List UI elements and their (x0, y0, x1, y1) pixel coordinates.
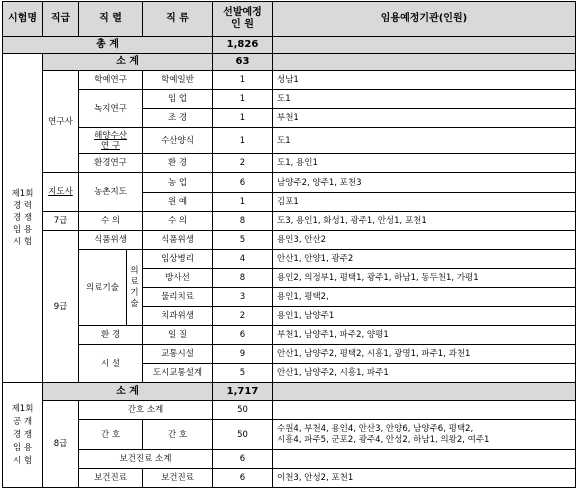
table-row (3, 326, 576, 345)
type-cell: 치과위생 (143, 307, 213, 326)
header-row (3, 2, 576, 37)
type-cell: 보건진료 (143, 469, 213, 488)
type-cell: 일 질 (143, 326, 213, 345)
s1-subtotal-label: 소 계 (43, 54, 213, 71)
s2-subtotal-label: 소 계 (43, 383, 213, 401)
s1-subtotal-blank (273, 54, 576, 71)
table-row (3, 345, 576, 364)
s1-exam-name-text: 제1회 경 력 경 쟁 임 용 시 험 (11, 189, 34, 247)
series-cell: 환경연구 (79, 154, 143, 173)
agency-cell: 성남1 (273, 71, 576, 90)
series-cell (79, 128, 143, 154)
table-row (3, 450, 576, 469)
total-label: 총 계 (3, 37, 213, 54)
type-cell: 학예일반 (143, 71, 213, 90)
header-count-label: 선발예정 인 원 (223, 7, 262, 30)
type-cell: 환 경 (143, 154, 213, 173)
header-series: 직 렬 (79, 2, 143, 37)
grade-instructor (43, 173, 79, 212)
agency-cell: 도1 (273, 90, 576, 109)
header-exam: 시험명 (3, 2, 43, 37)
count-cell: 1 (213, 71, 273, 90)
agency-cell: 부천1, 남양주1, 파주2, 양평1 (273, 326, 576, 345)
series-cell: 시 설 (79, 345, 143, 383)
type-cell: 방사선 (143, 269, 213, 288)
sub-series-cell (127, 250, 143, 326)
agency-cell-text: 수원4, 부천4, 용인4, 안산3, 안양6, 남양주6, 평택2, 시흥4, 파주5, 군포2, 광주4, 안성2, 하남1, 의왕2, 여주1 (277, 423, 490, 445)
type-cell: 원 예 (143, 193, 213, 212)
count-cell: 6 (213, 173, 273, 193)
total-agency-blank (273, 37, 576, 54)
series-cell: 수 의 (79, 212, 143, 231)
grade-7: 7급 (43, 212, 79, 231)
count-cell: 2 (213, 307, 273, 326)
type-cell: 농 업 (143, 173, 213, 193)
table-row (3, 154, 576, 173)
nurse-subtotal-label: 간호 소계 (79, 401, 213, 420)
sub-series-text: 의 료 기 술 (130, 265, 139, 309)
type-cell: 물리치료 (143, 288, 213, 307)
agency-cell: 김포1 (273, 193, 576, 212)
recruitment-table (2, 1, 576, 488)
agency-cell: 도1 (273, 128, 576, 154)
type-cell: 수산양식 (143, 128, 213, 154)
health-subtotal-value: 6 (213, 450, 273, 469)
count-cell: 6 (213, 326, 273, 345)
table-row (3, 401, 576, 420)
header-grade: 직급 (43, 2, 79, 37)
type-cell: 임 업 (143, 90, 213, 109)
agency-cell: 부천1 (273, 109, 576, 128)
count-cell: 1 (213, 109, 273, 128)
series-cell-text: 해양수산 연 구 (94, 130, 127, 151)
count-cell: 1 (213, 128, 273, 154)
header-type: 직 류 (143, 2, 213, 37)
agency-cell: 도3, 용인1, 화성1, 광주1, 안성1, 포천1 (273, 212, 576, 231)
table-row (3, 469, 576, 488)
count-cell: 8 (213, 212, 273, 231)
count-cell: 5 (213, 231, 273, 250)
agency-cell: 안산1, 남양주2, 평택2, 시흥1, 광명1, 파주1, 과천1 (273, 345, 576, 364)
table-row (3, 212, 576, 231)
s2-subtotal-blank (273, 383, 576, 401)
grade-instructor-text: 지도사 (48, 187, 73, 197)
total-row (3, 37, 576, 54)
type-cell: 교통시설 (143, 345, 213, 364)
count-cell: 1 (213, 90, 273, 109)
table-row (3, 383, 576, 401)
grade-9: 9급 (43, 231, 79, 383)
count-cell: 4 (213, 250, 273, 269)
agency-cell: 이천3, 안성2, 포천1 (273, 469, 576, 488)
type-cell: 도시교통설계 (143, 364, 213, 383)
agency-cell: 남양주2, 양주1, 포천3 (273, 173, 576, 193)
count-cell: 8 (213, 269, 273, 288)
health-subtotal-label: 보건진료 소계 (79, 450, 213, 469)
count-cell: 6 (213, 469, 273, 488)
nurse-subtotal-blank (273, 401, 576, 420)
agency-cell: 도1, 용인1 (273, 154, 576, 173)
agency-cell: 용인2, 의정부1, 평택1, 광주1, 하남1, 동두천1, 가평1 (273, 269, 576, 288)
count-cell: 2 (213, 154, 273, 173)
grade-researcher: 연구사 (43, 71, 79, 173)
table-row (3, 71, 576, 90)
s1-exam-name (3, 54, 43, 383)
header-count (213, 2, 273, 37)
type-cell: 임상병리 (143, 250, 213, 269)
table-row (3, 420, 576, 450)
recruitment-table-container (2, 1, 575, 488)
count-cell: 1 (213, 193, 273, 212)
agency-cell: 용인1, 평택2, (273, 288, 576, 307)
agency-cell: 안산1, 안양1, 광주2 (273, 250, 576, 269)
count-cell: 9 (213, 345, 273, 364)
table-row (3, 250, 576, 269)
health-subtotal-blank (273, 450, 576, 469)
header-agency: 임용예정기관(인원) (273, 2, 576, 37)
table-row (3, 54, 576, 71)
type-cell: 조 경 (143, 109, 213, 128)
s2-subtotal-value: 1,717 (213, 383, 273, 401)
type-cell: 수 의 (143, 212, 213, 231)
type-cell: 식품위생 (143, 231, 213, 250)
agency-cell: 용인3, 안산2 (273, 231, 576, 250)
nurse-subtotal-value: 50 (213, 401, 273, 420)
agency-cell: 안산1, 남양주2, 시흥1, 파주1 (273, 364, 576, 383)
count-cell: 5 (213, 364, 273, 383)
series-cell: 환 경 (79, 326, 143, 345)
grade-8: 8급 (43, 401, 79, 488)
table-row (3, 90, 576, 109)
series-cell: 간 호 (79, 420, 143, 450)
s2-exam-name-text: 제1회 공 개 경 쟁 임 용 시 험 (11, 403, 34, 466)
s1-subtotal-value: 63 (213, 54, 273, 71)
table-row (3, 128, 576, 154)
count-cell: 50 (213, 420, 273, 450)
series-cell: 녹지연구 (79, 90, 143, 128)
total-value: 1,826 (213, 37, 273, 54)
series-cell: 농촌지도 (79, 173, 143, 212)
agency-cell: 용인1, 남양주1 (273, 307, 576, 326)
series-cell: 보건진료 (79, 469, 143, 488)
type-cell: 간 호 (143, 420, 213, 450)
table-row (3, 231, 576, 250)
series-cell: 의료기술 (79, 250, 127, 326)
s2-exam-name (3, 383, 43, 488)
count-cell: 3 (213, 288, 273, 307)
table-row (3, 173, 576, 193)
series-cell: 식품위생 (79, 231, 143, 250)
series-cell: 학예연구 (79, 71, 143, 90)
agency-cell (273, 420, 576, 450)
